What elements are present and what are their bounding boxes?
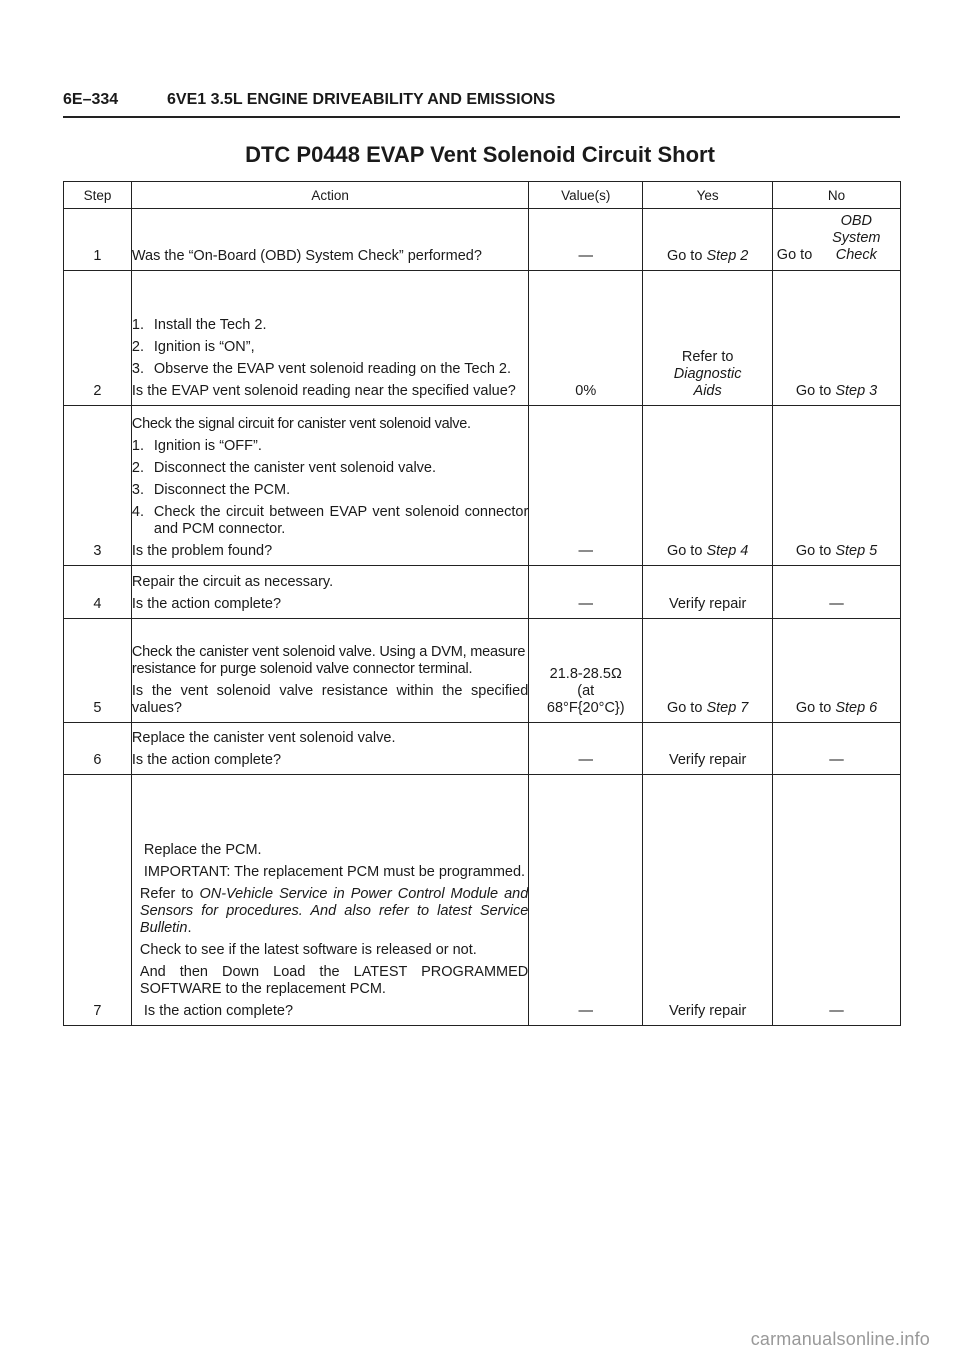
yes-cell xyxy=(643,271,773,406)
action-cell xyxy=(131,209,528,271)
action-question: Is the EVAP vent solenoid reading near the specified value? xyxy=(131,383,516,399)
page-header xyxy=(63,91,555,109)
watermark: carmanualsonline.info xyxy=(750,1329,930,1349)
no-cell xyxy=(773,271,901,406)
value-cell: — xyxy=(529,775,643,1026)
important-text: The replacement PCM must be programmed. xyxy=(230,864,526,880)
action-question: Is the action complete? xyxy=(131,596,282,612)
table-row xyxy=(64,566,901,619)
refer-prefix: Refer to xyxy=(139,886,200,902)
check-note: Check to see if the latest software is released or not. xyxy=(139,942,477,958)
important-label: IMPORTANT: xyxy=(143,864,231,880)
yes-prefix: Go to xyxy=(666,248,707,264)
step-number: 1 xyxy=(64,209,132,271)
table-row xyxy=(64,619,901,723)
no-prefix: Go to xyxy=(795,383,836,399)
no-cell xyxy=(773,619,901,723)
yes-cell xyxy=(643,406,773,566)
yes-cell: Verify repair xyxy=(643,723,773,775)
list-item: 1. Ignition is “OFF”. xyxy=(131,438,262,454)
column-header-values: Value(s) xyxy=(529,182,643,209)
yes-reference: Step 4 xyxy=(706,543,749,559)
section-title: 6VE1 3.5L ENGINE DRIVEABILITY AND EMISSIONS xyxy=(167,91,556,108)
action-cell xyxy=(131,775,528,1026)
yes-prefix: Refer to xyxy=(681,349,734,365)
action-cell xyxy=(131,566,528,619)
download-note: And then Down Load the LATEST PROGRAMMED SOFTWARE to the replacement PCM. xyxy=(139,964,529,997)
step-number: 7 xyxy=(64,775,132,1026)
value-cell: — xyxy=(529,723,643,775)
no-cell xyxy=(773,406,901,566)
list-item: 1. Install the Tech 2. xyxy=(131,317,267,333)
column-header-yes: Yes xyxy=(643,182,773,209)
table-row xyxy=(64,271,901,406)
no-prefix: Go to xyxy=(776,247,817,263)
action-question: Is the action complete? xyxy=(143,1003,294,1019)
value-cell: — xyxy=(529,566,643,619)
header-rule xyxy=(63,116,900,118)
refer-reference: ON-Vehicle Service in Power Control Module and Sensors for procedures. And also refer to latest Service Bulletin xyxy=(139,886,529,936)
action-intro: Repair the circuit as necessary. xyxy=(131,574,334,590)
step-number: 3 xyxy=(64,406,132,566)
yes-cell xyxy=(643,209,773,271)
refer-note xyxy=(140,886,528,937)
page-number: 6E–334 xyxy=(63,91,119,108)
no-cell: — xyxy=(773,775,901,1026)
step-number: 4 xyxy=(64,566,132,619)
yes-prefix: Go to xyxy=(666,700,707,716)
column-header-action: Action xyxy=(131,182,528,209)
diagnostic-table xyxy=(63,181,901,1026)
step-number: 6 xyxy=(64,723,132,775)
resistance-temperature: 68°F{20°C}) xyxy=(546,700,625,716)
yes-prefix: Go to xyxy=(666,543,707,559)
action-cell xyxy=(131,406,528,566)
action-intro: Replace the canister vent solenoid valve. xyxy=(131,730,396,746)
yes-cell xyxy=(643,619,773,723)
list-item: 3. Disconnect the PCM. xyxy=(131,482,291,498)
yes-cell: Verify repair xyxy=(643,775,773,1026)
no-reference: OBD System Check xyxy=(832,213,881,263)
no-prefix: Go to xyxy=(795,700,836,716)
step-number: 2 xyxy=(64,271,132,406)
step-number: 5 xyxy=(64,619,132,723)
yes-reference: Diagnostic Aids xyxy=(673,366,742,399)
resistance-range: 21.8-28.5Ω xyxy=(549,666,622,682)
refer-suffix: . xyxy=(187,920,192,936)
action-question: Is the problem found? xyxy=(131,543,273,559)
action-question: Is the vent solenoid valve resistance within the specified values? xyxy=(131,683,529,716)
no-cell xyxy=(773,209,901,271)
value-cell: — xyxy=(529,209,643,271)
action-intro: Check the canister vent solenoid valve. Using a DVM, measure resistance for purge solenoid valve connector terminal. xyxy=(131,644,526,677)
value-cell xyxy=(529,619,643,723)
list-item: 2. Disconnect the canister vent solenoid valve. xyxy=(131,460,437,476)
page-title: DTC P0448 EVAP Vent Solenoid Circuit Short xyxy=(245,142,715,167)
column-header-no: No xyxy=(773,182,901,209)
action-intro: Replace the PCM. xyxy=(143,842,262,858)
value-cell: — xyxy=(529,406,643,566)
action-cell xyxy=(131,271,528,406)
action-cell xyxy=(131,619,528,723)
no-cell: — xyxy=(773,566,901,619)
resistance-condition: (at xyxy=(577,683,595,699)
table-row xyxy=(64,723,901,775)
yes-reference: Step 7 xyxy=(706,700,749,716)
yes-reference: Step 2 xyxy=(706,248,749,264)
column-header-step: Step xyxy=(64,182,132,209)
table-header-row xyxy=(64,182,901,209)
table-row xyxy=(64,209,901,271)
list-item: 2. Ignition is “ON”, xyxy=(131,339,255,355)
no-reference: Step 6 xyxy=(835,700,878,716)
no-reference: Step 3 xyxy=(835,383,878,399)
table-row xyxy=(64,775,901,1026)
yes-cell: Verify repair xyxy=(643,566,773,619)
action-question: Was the “On-Board (OBD) System Check” performed? xyxy=(131,248,482,264)
value-cell: 0% xyxy=(529,271,643,406)
no-cell: — xyxy=(773,723,901,775)
table-row xyxy=(64,406,901,566)
important-note xyxy=(140,864,528,881)
action-cell xyxy=(131,723,528,775)
no-reference: Step 5 xyxy=(835,543,878,559)
action-intro: Check the signal circuit for canister vent solenoid valve. xyxy=(131,416,471,432)
action-question: Is the action complete? xyxy=(131,752,282,768)
list-item: 4. Check the circuit between EVAP vent solenoid connector and PCM connector. xyxy=(131,504,529,537)
no-prefix: Go to xyxy=(795,543,836,559)
list-item: 3. Observe the EVAP vent solenoid reading on the Tech 2. xyxy=(131,361,512,377)
